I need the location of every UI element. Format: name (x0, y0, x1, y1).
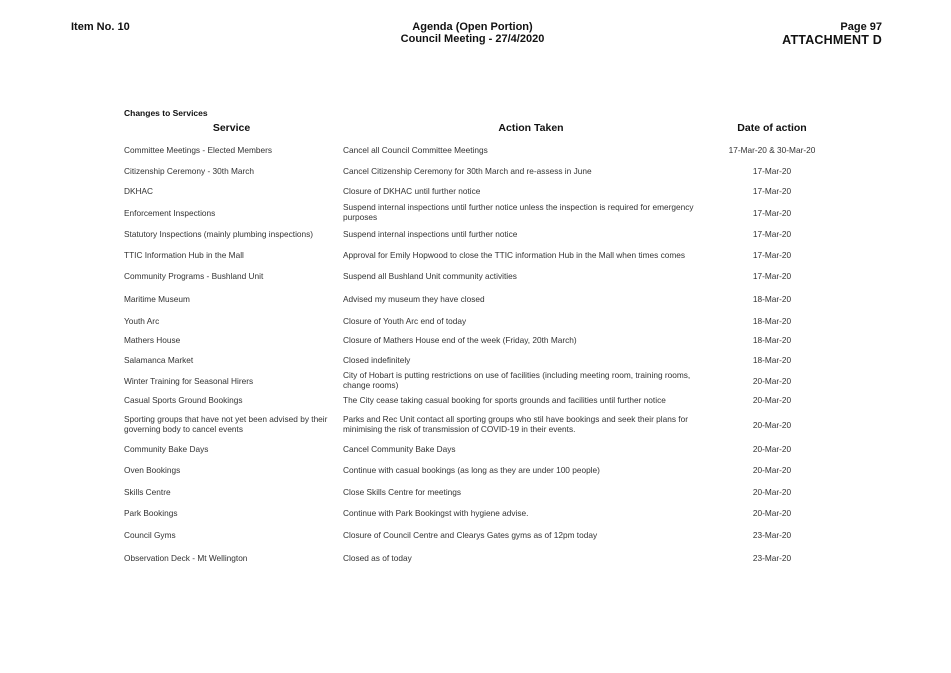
action-cell: Closure of Mathers House end of the week (Friday, 20th March) (343, 335, 577, 345)
date-cell: 18-Mar-20 (752, 294, 792, 304)
item-number: Item No. 10 (71, 21, 130, 33)
service-cell: Citizenship Ceremony - 30th March (124, 166, 255, 176)
date-cell: 17-Mar-20 (752, 208, 792, 218)
action-cell: Cancel Citizenship Ceremony for 30th March and re-assess in June (343, 166, 592, 176)
date-cell: 20-Mar-20 (752, 376, 792, 386)
date-cell: 17-Mar-20 (752, 229, 792, 239)
page-info (782, 21, 882, 48)
date-cell: 17-Mar-20 (752, 250, 792, 260)
service-cell: Enforcement Inspections (124, 208, 216, 218)
service-cell: TTIC Information Hub in the Mall (124, 250, 244, 260)
date-cell: 17-Mar-20 (752, 186, 792, 196)
date-cell: 18-Mar-20 (752, 316, 792, 326)
column-header-action: Action Taken (498, 122, 564, 134)
date-cell: 17-Mar-20 & 30-Mar-20 (728, 145, 816, 155)
service-cell: Casual Sports Ground Bookings (124, 395, 243, 405)
service-cell: Mathers House (124, 335, 181, 345)
service-cell: Council Gyms (124, 530, 176, 540)
action-cell: Closure of Youth Arc end of today (343, 316, 467, 326)
service-cell: Observation Deck - Mt Wellington (124, 553, 248, 563)
service-cell: Oven Bookings (124, 465, 181, 475)
action-cell: Parks and Rec Unit contact all sporting groups who stil have bookings and seek their plans for minimising the risk of transmission of COVID-19 in their events. (343, 414, 688, 435)
action-cell: Closure of DKHAC until further notice (343, 186, 481, 196)
service-cell: Salamanca Market (124, 355, 194, 365)
date-cell: 20-Mar-20 (752, 465, 792, 475)
action-cell: Suspend all Bushland Unit community activities (343, 271, 517, 281)
service-cell: Sporting groups that have not yet been advised by their governing body to cancel events (124, 414, 328, 435)
service-cell: Park Bookings (124, 508, 178, 518)
service-cell: Maritime Museum (124, 294, 190, 304)
service-cell: Winter Training for Seasonal Hirers (124, 376, 254, 386)
date-cell: 17-Mar-20 (752, 271, 792, 281)
action-cell: Advised my museum they have closed (343, 294, 485, 304)
service-cell: DKHAC (124, 186, 154, 196)
service-cell: Statutory Inspections (mainly plumbing inspections) (124, 229, 314, 239)
service-cell: Community Programs - Bushland Unit (124, 271, 264, 281)
date-cell: 18-Mar-20 (752, 355, 792, 365)
action-cell: Continue with casual bookings (as long as they are under 100 people) (343, 465, 600, 475)
action-cell: Suspend internal inspections until further notice unless the inspection is required for emergency purposes (343, 202, 694, 223)
action-cell: The City cease taking casual booking for sports grounds and facilities until further notice (343, 395, 666, 405)
column-header-service: Service (212, 122, 251, 134)
date-cell: 20-Mar-20 (752, 444, 792, 454)
service-cell: Committee Meetings - Elected Members (124, 145, 273, 155)
date-cell: 20-Mar-20 (752, 487, 792, 497)
date-cell: 23-Mar-20 (752, 553, 792, 563)
service-cell: Youth Arc (124, 316, 160, 326)
column-header-date: Date of action (737, 122, 807, 134)
date-cell: 20-Mar-20 (752, 395, 792, 405)
agenda-title: Agenda (Open Portion) (412, 21, 533, 33)
service-cell: Community Bake Days (124, 444, 209, 454)
action-cell: City of Hobart is putting restrictions on use of facilities (including meeting room, training rooms, change rooms) (343, 370, 691, 391)
date-cell: 20-Mar-20 (752, 508, 792, 518)
service-cell: Skills Centre (124, 487, 171, 497)
action-cell: Closure of Council Centre and Clearys Gates gyms as of 12pm today (343, 530, 598, 540)
action-cell: Close Skills Centre for meetings (343, 487, 462, 497)
action-cell: Closed indefinitely (343, 355, 411, 365)
attachment-label: ATTACHMENT D (782, 33, 882, 47)
date-cell: 20-Mar-20 (752, 420, 792, 430)
action-cell: Cancel Community Bake Days (343, 444, 456, 454)
meeting-date: Council Meeting - 27/4/2020 (400, 33, 545, 45)
page-number: Page 97 (840, 21, 882, 33)
action-cell: Approval for Emily Hopwood to close the TTIC information Hub in the Mall when times comes (343, 250, 686, 260)
section-title: Changes to Services (124, 108, 208, 118)
action-cell: Cancel all Council Committee Meetings (343, 145, 488, 155)
date-cell: 18-Mar-20 (752, 335, 792, 345)
date-cell: 23-Mar-20 (752, 530, 792, 540)
action-cell: Closed as of today (343, 553, 412, 563)
action-cell: Suspend internal inspections until further notice (343, 229, 518, 239)
date-cell: 17-Mar-20 (752, 166, 792, 176)
action-cell: Continue with Park Bookingst with hygiene advise. (343, 508, 529, 518)
